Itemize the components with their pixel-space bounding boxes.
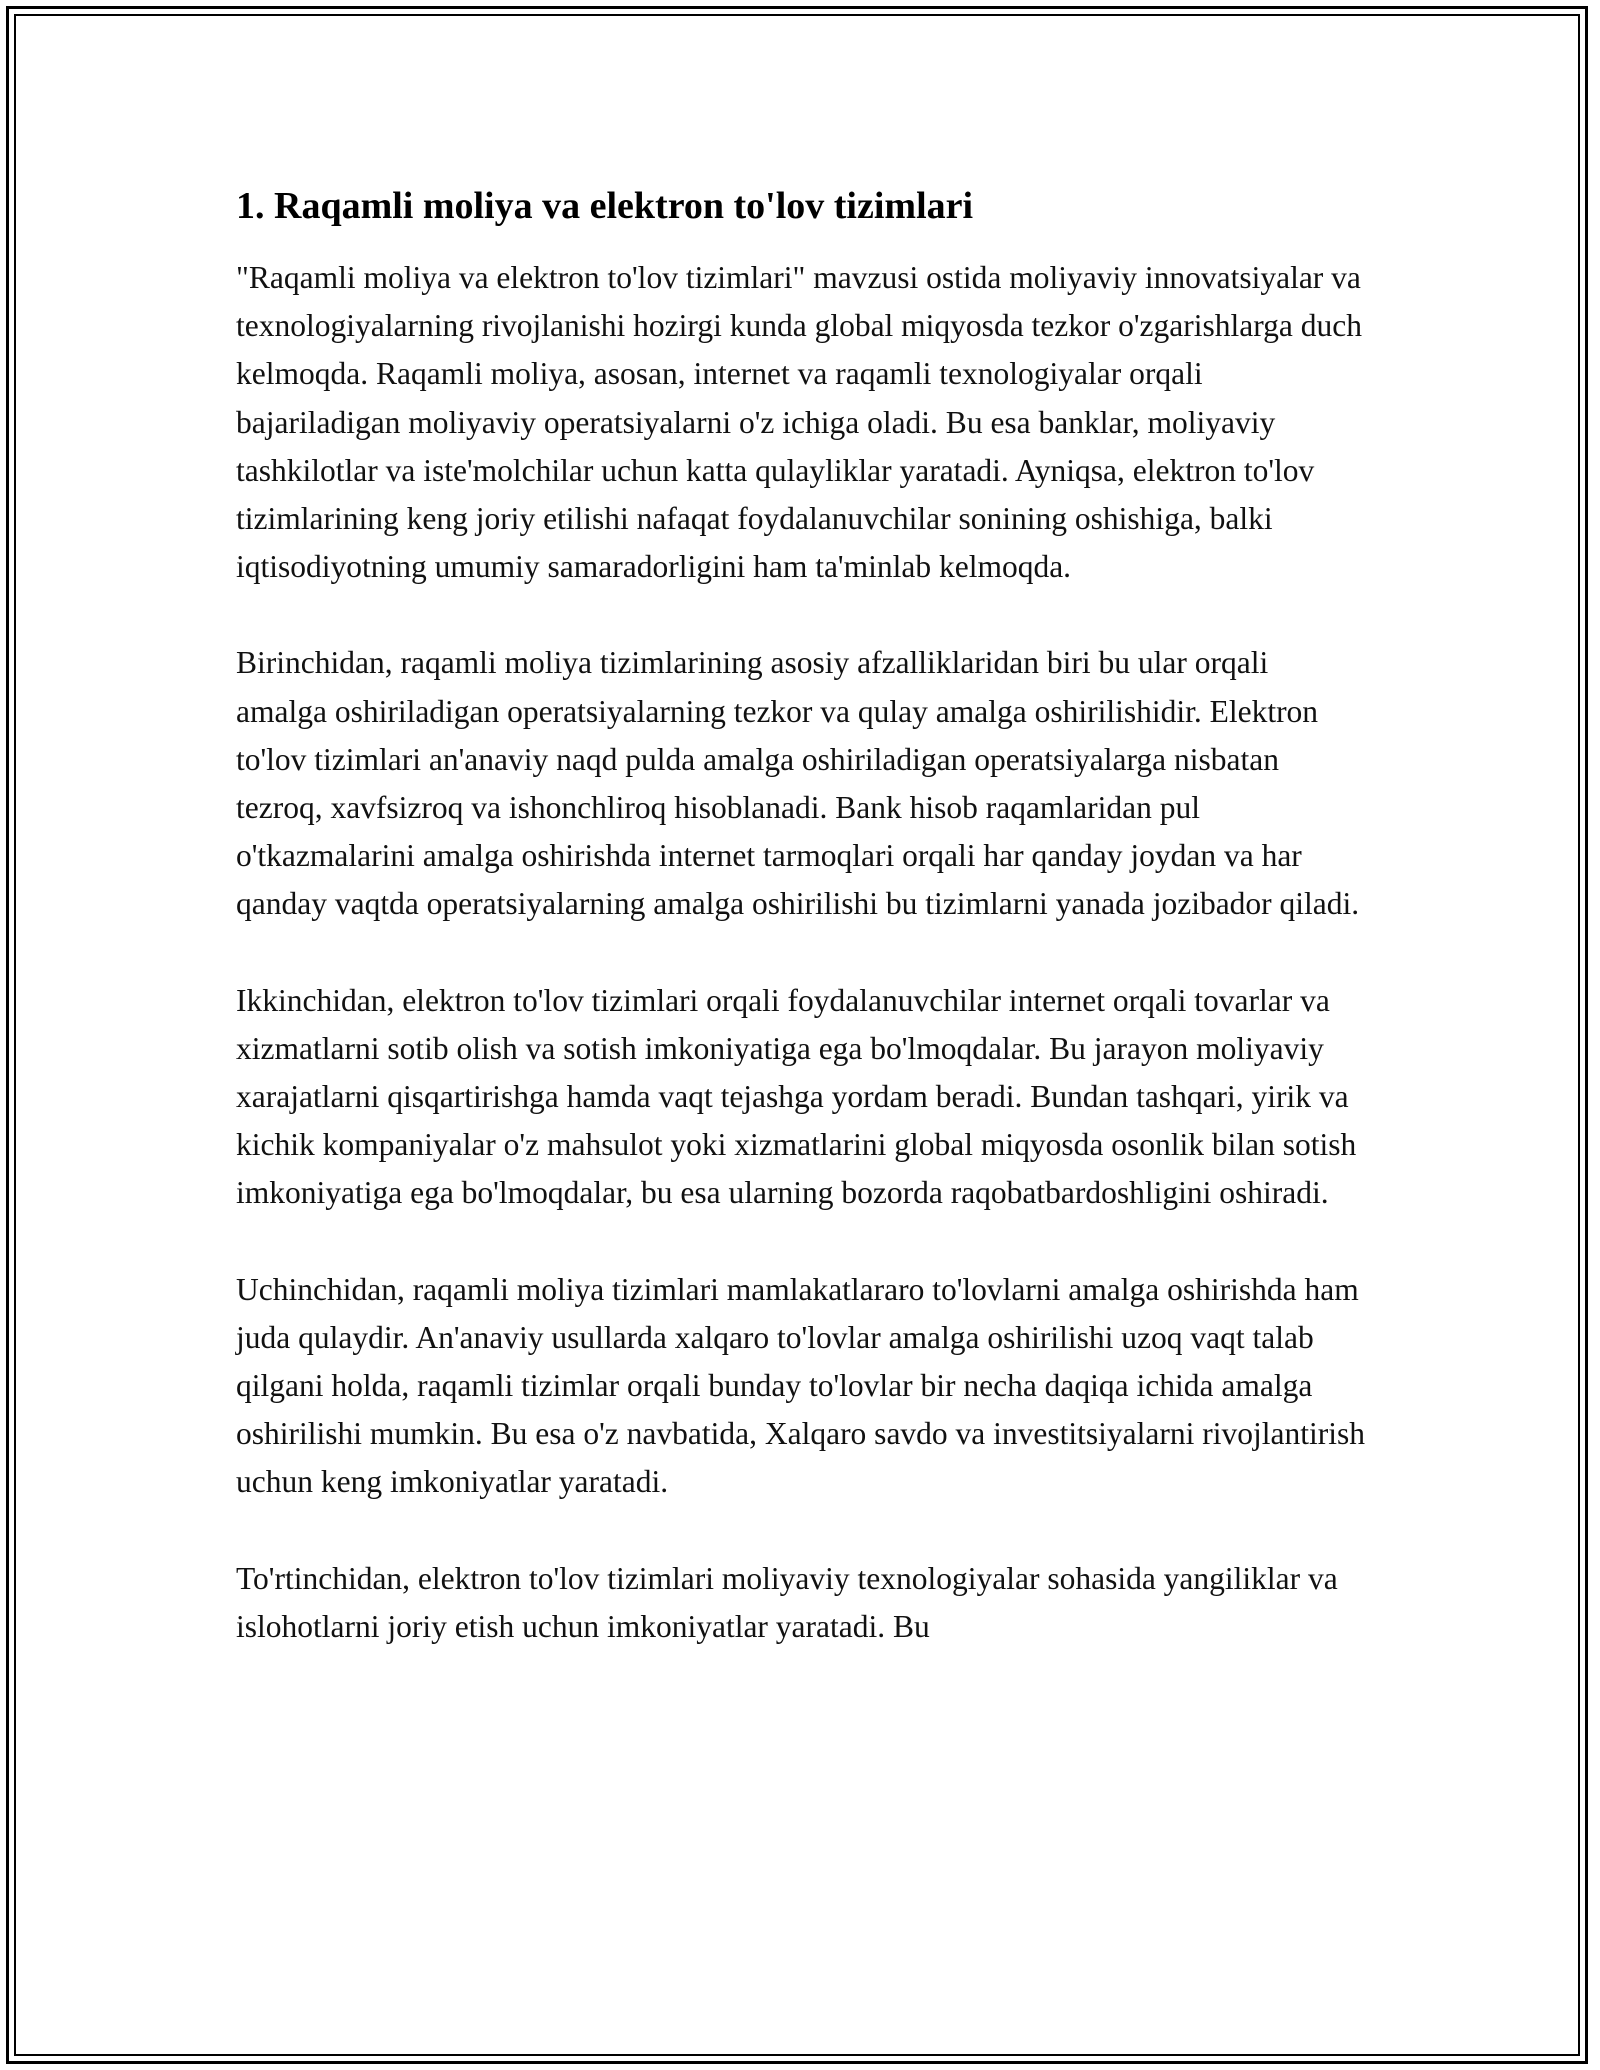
paragraph-intro: "Raqamli moliya va elektron to'lov tizimlari" mavzusi ostida moliyaviy innovatsiyalar va texnologiyalarning rivojlanishi hozirgi kunda global miqyosda tezkor o'zgarishlarga duch kelmoqda. Raqamli moliya, asosan, internet va raqamli texnologiyalar orqali bajariladigan moliyaviy operatsiyalarni o'z ichiga oladi. Bu esa banklar, moliyaviy tashkilotlar va iste'molchilar uchun katta qulayliklar yaratadi. Ayniqsa, elektron to'lov tizimlarining keng joriy etilishi nafaqat foydalanuvchilar sonining oshishiga, balki iqtisodiyotning umumiy samaradorligini ham ta'minlab kelmoqda.	[236, 260, 1363, 585]
paragraph-third: Uchinchidan, raqamli moliya tizimlari mamlakatlararo to'lovlarni amalga oshirishda ham juda qulaydir. An'anaviy usullarda xalqaro to'lovlar amalga oshirilishi uzoq vaqt talab qilgani holda, raqamli tizimlar orqali bunday to'lovlar bir necha daqiqa ichida amalga oshirilishi mumkin. Bu esa o'z navbatida, Xalqaro savdo va investitsiyalarni rivojlantirish uchun keng imkoniyatlar yaratadi.	[236, 1271, 1365, 1500]
section-heading: 1. Raqamli moliya va elektron to'lov tizimlari	[236, 185, 974, 227]
document-body	[236, 182, 1366, 1699]
paragraph-second: Ikkinchidan, elektron to'lov tizimlari orqali foydalanuvchilar internet orqali tovarlar va xizmatlarni sotib olish va sotish imkoniyatiga ega bo'lmoqdalar. Bu jarayon moliyaviy xarajatlarni qisqartirishga hamda vaqt tejashga yordam beradi. Bundan tashqari, yirik va kichik kompaniyalar o'z mahsulot yoki xizmatlarini global miqyosda osonlik bilan sotish imkoniyatiga ega bo'lmoqdalar, bu esa ularning bozorda raqobatbardoshligini oshiradi.	[236, 982, 1357, 1211]
paragraph-fourth: To'rtinchidan, elektron to'lov tizimlari moliyaviy texnologiyalar sohasida yangiliklar va islohotlarni joriy etish uchun imkoniyatlar yaratadi. Bu	[236, 1560, 1338, 1644]
paragraph-first: Birinchidan, raqamli moliya tizimlarining asosiy afzalliklaridan biri bu ular orqali amalga oshiriladigan operatsiyalarning tezkor va qulay amalga oshirilishidir. Elektron to'lov tizimlari an'anaviy naqd pulda amalga oshiriladigan operatsiyalarga nisbatan tezroq, xavfsizroq va ishonchliroq hisoblanadi. Bank hisob raqamlaridan pul o'tkazmalarini amalga oshirishda internet tarmoqlari orqali har qanday joydan va har qanday vaqtda operatsiyalarning amalga oshirilishi bu tizimlarni yanada jozibador qiladi.	[236, 645, 1360, 922]
